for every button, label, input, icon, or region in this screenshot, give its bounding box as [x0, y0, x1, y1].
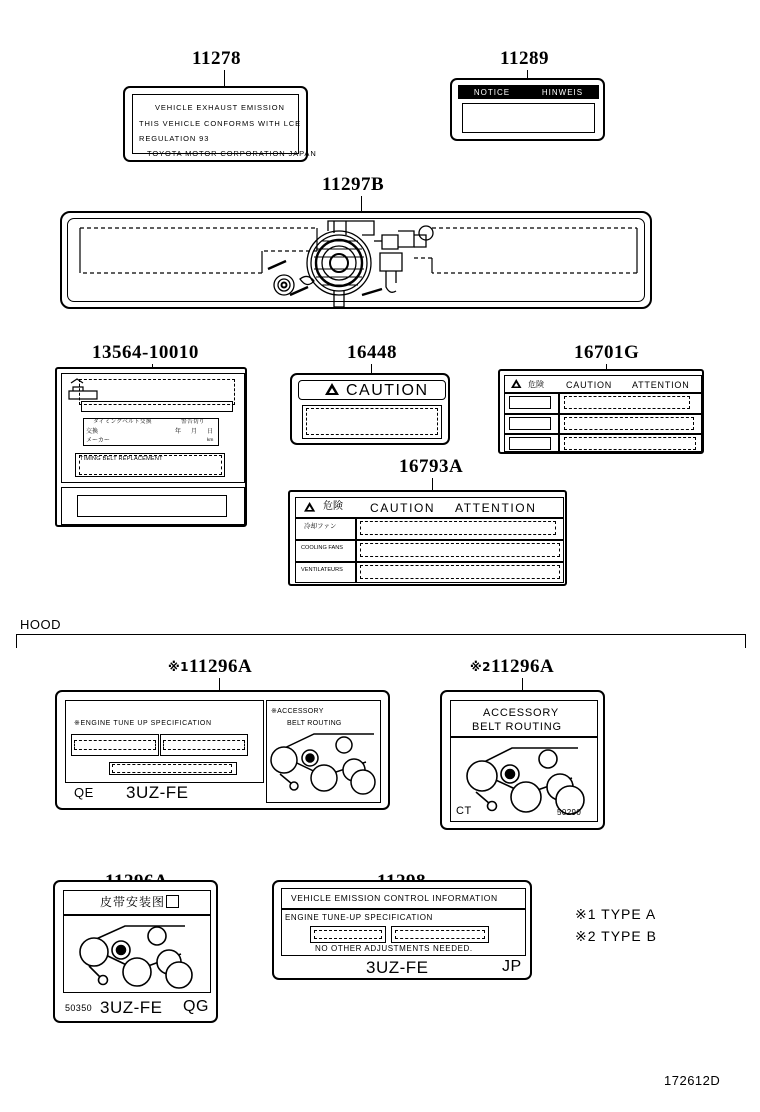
leader-line-11297B: [361, 196, 362, 211]
label-13564-en-title: TIMING BELT REPLACEMENT: [80, 456, 163, 462]
label-13564-jp-row2: メーカー: [86, 438, 110, 444]
label-11296A-cn-engine: 3UZ-FE: [100, 998, 163, 1017]
label-16793A-right-box-2: [360, 543, 560, 557]
label-11278-line-1: VEHICLE EXHAUST EMISSION: [155, 103, 285, 112]
label-11298-subtitle: ENGINE TUNE-UP SPECIFICATION: [285, 913, 433, 922]
label-13564-jp-row1: 交換: [86, 429, 99, 435]
label-11289-hinweis-text: HINWEIS: [541, 87, 584, 97]
label-11296A-a-engine: 3UZ-FE: [126, 783, 189, 802]
label-11298: [272, 880, 532, 980]
label-16448-body-dash: [306, 408, 438, 435]
label-11298-note: NO OTHER ADJUSTMENTS NEEDED.: [315, 944, 473, 953]
label-16793A-jp: 危険: [323, 501, 343, 512]
label-13564-jp-title: タイミングベルト交換 警告切り: [93, 419, 205, 425]
diagram-footer-code: 172612D: [664, 1073, 721, 1088]
label-13564-unit: km: [207, 438, 214, 443]
label-16701G-divider-1: [504, 392, 702, 394]
hood-section-bracket: [16, 634, 746, 648]
label-16701G-en: CAUTION: [566, 380, 613, 390]
label-16793A-divider-2: [295, 539, 564, 541]
label-11296A-a-belt-title-2: BELT ROUTING: [287, 720, 342, 727]
type-a-ref-mark: ※1: [168, 660, 190, 674]
label-11289: [450, 78, 605, 141]
label-11298-market: JP: [502, 958, 522, 975]
label-16701G: [498, 369, 704, 454]
label-11296A-type-a: [55, 690, 390, 810]
label-11296A-a-spec-title: ※ENGINE TUNE UP SPECIFICATION: [74, 720, 212, 727]
label-13564-lower-box: [77, 495, 227, 517]
part-number-16793A: 16793A: [399, 456, 464, 477]
part-number-16448: 16448: [347, 342, 397, 363]
label-11278-line-3: REGULATION 93: [139, 134, 210, 143]
label-16793A-right-box-3: [360, 565, 560, 579]
label-11296A-cn-code-right: QG: [183, 998, 209, 1015]
leader-line-11278: [224, 70, 225, 86]
label-11296A-b-title-1: ACCESSORY: [483, 707, 560, 719]
label-11296A-cn: [53, 880, 218, 1023]
label-11297B-artwork: [62, 213, 654, 311]
label-16793A-divider-3: [295, 561, 564, 563]
label-11296A-a-box-3-dash: [112, 764, 232, 773]
label-11278-line-2: THIS VEHICLE CONFORMS WITH LCE: [139, 119, 302, 128]
label-16793A-row-2-text: COOLING FANS: [301, 545, 343, 551]
label-16793A-fr: ATTENTION: [455, 501, 537, 515]
label-13564-col-c: 日: [207, 429, 214, 435]
label-11298-engine: 3UZ-FE: [366, 958, 429, 977]
label-11289-body: [462, 103, 595, 133]
label-13564-box-1: [81, 401, 233, 412]
label-11296A-b-code-right: 50290: [557, 808, 582, 817]
label-16701G-right-box-3: [564, 437, 696, 450]
label-16793A-divider-1: [295, 517, 564, 519]
label-16448-caution-text: CAUTION: [346, 382, 429, 399]
part-number-11296A-type-b: [470, 656, 554, 678]
label-11298-box-1-dash: [314, 930, 382, 939]
part-number-13564-10010: 13564-10010: [92, 342, 199, 363]
label-16793A-en: CAUTION: [370, 501, 436, 515]
label-11296A-cn-code-left: 50350: [65, 1003, 93, 1013]
part-number-11289: 11289: [500, 48, 549, 69]
hood-section-label: HOOD: [20, 617, 61, 632]
label-11296A-a-code: QE: [74, 785, 94, 800]
label-16701G-right-box-1: [564, 396, 690, 409]
label-11296A-b-title-2: BELT ROUTING: [472, 721, 562, 733]
label-11296A-a-belt-title-1: ※ACCESSORY: [271, 708, 324, 715]
label-16701G-left-box-1: [509, 396, 551, 409]
label-16793A-row-1-text: 冷却ファン: [304, 523, 337, 530]
label-11296A-cn-title-box: [166, 895, 179, 908]
belt-routing-diagram-cn: [73, 920, 205, 992]
legend-type-b: ※2 TYPE B: [575, 928, 657, 944]
label-11278: [123, 86, 317, 162]
label-16701G-left-box-2: [509, 417, 551, 430]
type-b-ref-mark: ※2: [470, 660, 492, 674]
label-16793A-row-3-text: VENTILATEURS: [301, 567, 343, 573]
part-number-16701G: 16701G: [574, 342, 640, 363]
label-11289-notice-text: NOTICE: [473, 87, 511, 97]
belt-routing-diagram-type-a: [266, 730, 381, 800]
label-11296A-b-code-left: CT: [456, 805, 472, 817]
label-11296A-a-box-1-dash: [74, 740, 156, 750]
label-11298-box-2-dash: [395, 930, 485, 939]
label-16793A-col-divider: [355, 517, 357, 583]
label-16701G-right-box-2: [564, 417, 694, 430]
label-16701G-left-box-3: [509, 437, 551, 450]
label-16793A: [288, 490, 567, 586]
label-16701G-fr: ATTENTION: [632, 380, 690, 390]
label-11296A-cn-divider: [63, 914, 211, 916]
label-16701G-jp: 危険: [528, 380, 544, 389]
label-11296A-cn-title: 皮带安装图: [100, 895, 166, 909]
legend-type-a: ※1 TYPE A: [575, 906, 657, 922]
label-11289-header: [458, 85, 599, 99]
label-11297B: [60, 211, 652, 309]
part-number-11278: 11278: [192, 48, 241, 69]
label-13564-col-a: 年: [175, 429, 182, 435]
label-11296A-type-b: [440, 690, 605, 830]
part-number-11297B: 11297B: [322, 174, 385, 195]
type-a-number: 11296A: [189, 656, 253, 677]
label-16701G-divider-3: [504, 433, 702, 435]
label-11298-divider: [281, 908, 526, 910]
label-16448: [290, 373, 450, 445]
type-b-number: 11296A: [491, 656, 555, 677]
label-16701G-divider-2: [504, 413, 702, 415]
label-13564-col-b: 月: [191, 429, 198, 435]
label-11296A-b-divider: [450, 736, 598, 738]
label-16701G-col-divider: [558, 392, 560, 452]
label-11278-line-4: TOYOTA MOTOR CORPORATION JAPAN: [147, 149, 317, 158]
label-11296A-a-box-2-dash: [163, 740, 245, 750]
part-number-11296A-type-a: [168, 656, 252, 678]
label-11298-header: VEHICLE EMISSION CONTROL INFORMATION: [291, 893, 498, 903]
label-13564: [55, 367, 247, 527]
label-16793A-right-box-1: [360, 521, 556, 535]
